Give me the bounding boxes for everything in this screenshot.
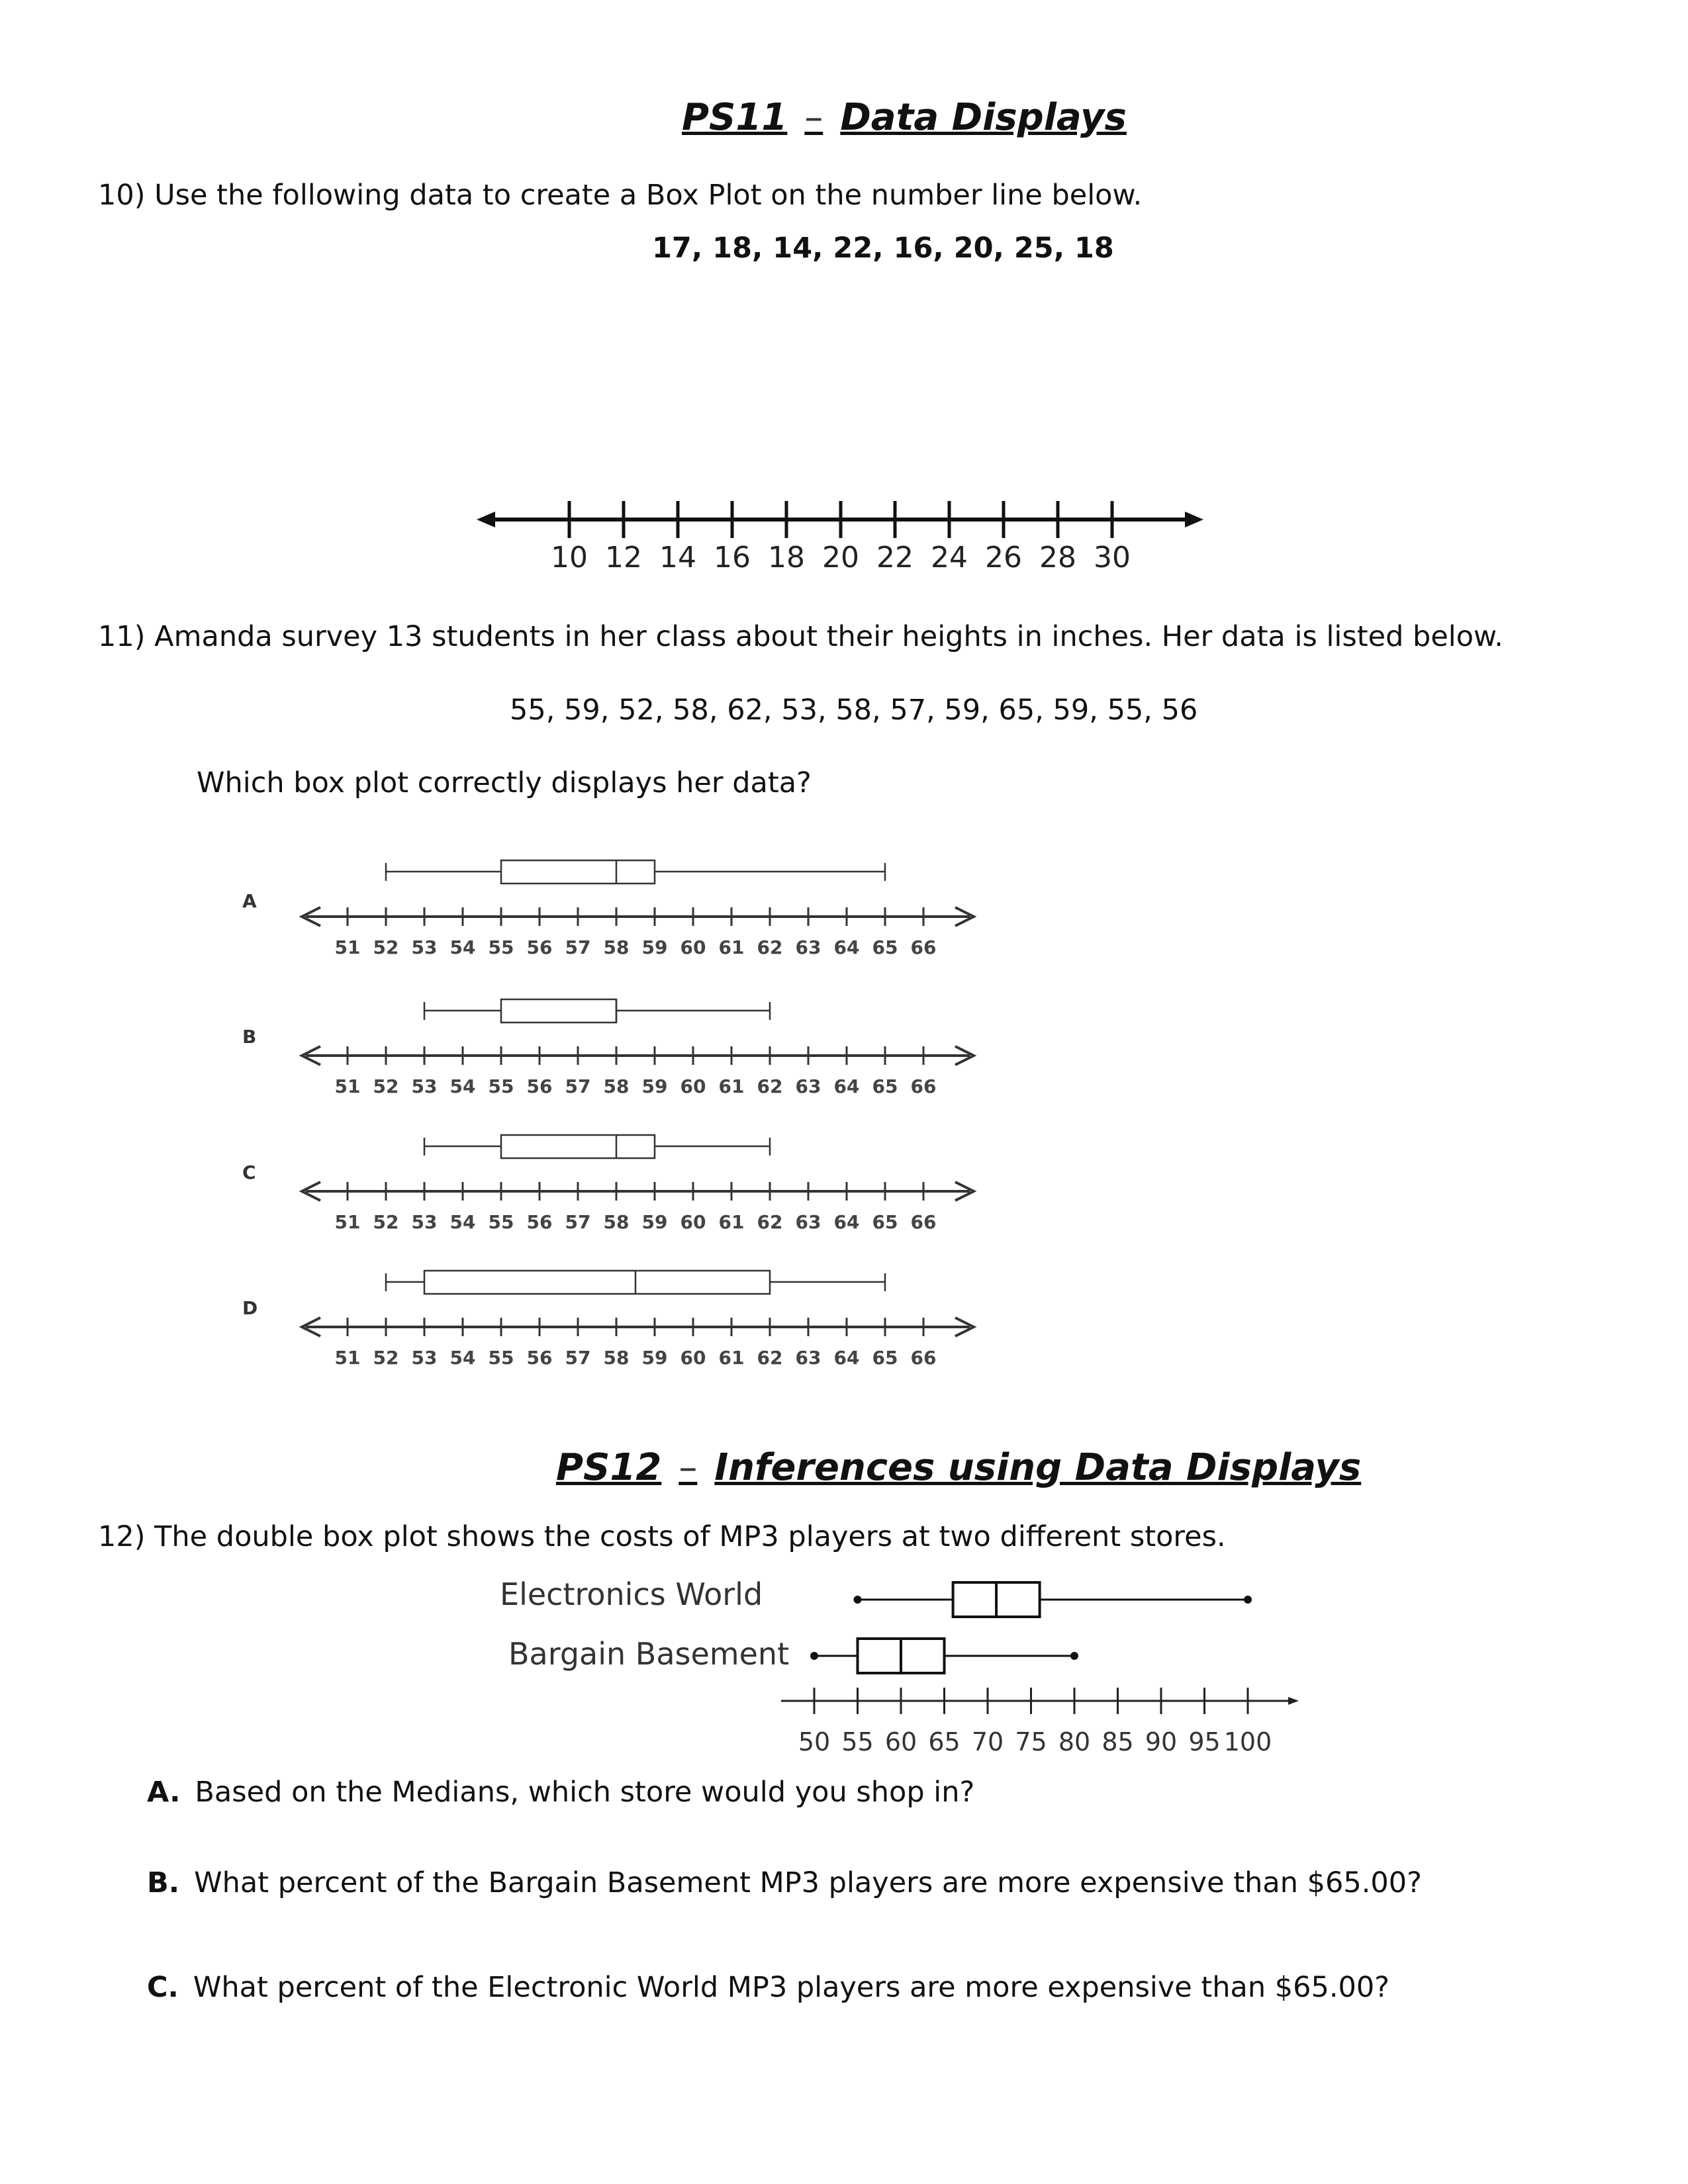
q10-tick-label: 26 — [985, 541, 1022, 572]
q10-number-line — [477, 486, 1205, 572]
axis-tick-label: 65 — [872, 1347, 898, 1369]
axis-tick-label: 52 — [373, 1075, 399, 1097]
axis-tick-label: 63 — [795, 1347, 821, 1369]
q12-tick-label: 85 — [1102, 1727, 1134, 1756]
axis-tick-label: 55 — [488, 1347, 514, 1369]
ps11-title — [682, 96, 1127, 139]
q11-prompt: 11) Amanda survey 13 students in her class about their heights in inches. Her data is listed below. — [98, 620, 1503, 653]
axis-tick-label: 62 — [757, 936, 783, 958]
q12-part-b — [147, 1866, 1422, 1899]
ps12-title — [556, 1446, 1361, 1489]
axis-tick-label: 56 — [526, 1347, 553, 1369]
axis-tick-label: 52 — [373, 936, 399, 958]
q10-tick-label: 12 — [605, 541, 642, 572]
q12-axis-arrow — [1288, 1697, 1299, 1705]
q12-prompt: 12) The double box plot shows the costs of MP3 players at two different stores. — [98, 1520, 1226, 1553]
q10-right-arrow — [1185, 512, 1203, 527]
q11-data: 55, 59, 52, 58, 62, 53, 58, 57, 59, 65, 59, 55, 56 — [510, 694, 1198, 727]
axis-tick-label: 64 — [833, 1075, 860, 1097]
axis-tick-label: 55 — [488, 1211, 514, 1233]
axis-tick-label: 57 — [565, 1075, 591, 1097]
part-c-letter: C. — [147, 1971, 179, 2004]
part-b-letter: B. — [147, 1866, 180, 1899]
choice-box-plot-a[interactable] — [298, 844, 1000, 963]
axis-tick-label: 66 — [910, 1347, 937, 1369]
axis-tick-label: 57 — [565, 1211, 591, 1233]
choice-letter-c: C — [242, 1161, 256, 1183]
axis-tick-label: 61 — [718, 1075, 745, 1097]
iqr-box — [501, 1135, 655, 1158]
axis-tick-label: 59 — [641, 1211, 668, 1233]
ps11-name: Data Displays — [840, 96, 1127, 139]
q12-tick-label: 50 — [798, 1727, 831, 1756]
axis-tick-label: 64 — [833, 1347, 860, 1369]
axis-tick-label: 60 — [680, 1211, 706, 1233]
axis-tick-label: 63 — [795, 1075, 821, 1097]
axis-tick-label: 56 — [526, 936, 553, 958]
axis-tick-label: 56 — [526, 1211, 553, 1233]
axis-tick-label: 63 — [795, 936, 821, 958]
axis-tick-label: 51 — [334, 1347, 361, 1369]
q12-part-a — [147, 1776, 974, 1809]
choice-letter-b: B — [242, 1026, 257, 1048]
axis-tick-label: 61 — [718, 1347, 745, 1369]
axis-tick-label: 58 — [603, 1075, 630, 1097]
q10-prompt: 10) Use the following data to create a Box Plot on the number line below. — [98, 179, 1143, 212]
axis-tick-label: 51 — [334, 1211, 361, 1233]
axis-tick-label: 54 — [449, 1347, 476, 1369]
q12-tick-label: 90 — [1145, 1727, 1178, 1756]
iqr-box — [501, 999, 616, 1023]
axis-tick-label: 53 — [411, 1211, 438, 1233]
q10-data: 17, 18, 14, 22, 16, 20, 25, 18 — [652, 232, 1114, 265]
axis-tick-label: 61 — [718, 936, 745, 958]
axis-tick-label: 65 — [872, 1075, 898, 1097]
choice-box-plot-c[interactable] — [298, 1118, 1000, 1238]
axis-tick-label: 66 — [910, 1211, 937, 1233]
axis-tick-label: 59 — [641, 1347, 668, 1369]
axis-tick-label: 63 — [795, 1211, 821, 1233]
store2-label: Bargain Basement — [508, 1636, 790, 1672]
axis-tick-label: 60 — [680, 1347, 706, 1369]
axis-tick-label: 53 — [411, 936, 438, 958]
q10-tick-label: 18 — [768, 541, 805, 572]
q12-tick-label: 75 — [1015, 1727, 1047, 1756]
ps11-code: PS11 — [682, 96, 788, 139]
q12-tick-label: 70 — [971, 1727, 1004, 1756]
choice-letter-d: D — [242, 1297, 258, 1319]
axis-tick-label: 59 — [641, 936, 668, 958]
q10-tick-label: 14 — [659, 541, 696, 572]
axis-tick-label: 62 — [757, 1075, 783, 1097]
q10-tick-label: 10 — [551, 541, 588, 572]
store1-label: Electronics World — [500, 1576, 763, 1612]
axis-tick-label: 53 — [411, 1075, 438, 1097]
q10-left-arrow — [477, 512, 495, 527]
q10-tick-label: 24 — [931, 541, 968, 572]
axis-tick-label: 54 — [449, 936, 476, 958]
iqr-box — [501, 860, 655, 884]
part-c-text: What percent of the Electronic World MP3 players are more expensive than $65.00? — [193, 1971, 1390, 2004]
q10-tick-label: 30 — [1094, 541, 1131, 572]
axis-tick-label: 60 — [680, 1075, 706, 1097]
choice-box-plot-d[interactable] — [298, 1254, 1000, 1373]
q10-tick-label: 28 — [1039, 541, 1076, 572]
axis-tick-label: 51 — [334, 1075, 361, 1097]
axis-tick-label: 53 — [411, 1347, 438, 1369]
q12-double-box-plot — [781, 1569, 1311, 1767]
axis-tick-label: 52 — [373, 1211, 399, 1233]
ps12-dash: – — [679, 1446, 698, 1489]
axis-tick-label: 60 — [680, 936, 706, 958]
q12-tick-label: 60 — [884, 1727, 917, 1756]
axis-tick-label: 56 — [526, 1075, 553, 1097]
axis-tick-label: 64 — [833, 936, 860, 958]
axis-tick-label: 66 — [910, 936, 937, 958]
q10-tick-label: 16 — [714, 541, 751, 572]
part-a-text: Based on the Medians, which store would you shop in? — [195, 1776, 975, 1809]
axis-tick-label: 55 — [488, 936, 514, 958]
axis-tick-label: 65 — [872, 1211, 898, 1233]
q12-tick-label: 100 — [1223, 1727, 1272, 1756]
axis-tick-label: 66 — [910, 1075, 937, 1097]
q12-tick-label: 65 — [928, 1727, 961, 1756]
axis-tick-label: 58 — [603, 1211, 630, 1233]
axis-tick-label: 58 — [603, 936, 630, 958]
q11-question: Which box plot correctly displays her data? — [197, 766, 812, 799]
q10-tick-label: 20 — [822, 541, 859, 572]
axis-tick-label: 54 — [449, 1211, 476, 1233]
ps11-dash: – — [804, 96, 823, 139]
choice-box-plot-b[interactable] — [298, 983, 1000, 1102]
bargain-basement-min-dot — [810, 1652, 818, 1660]
axis-tick-label: 54 — [449, 1075, 476, 1097]
part-b-text: What percent of the Bargain Basement MP3 players are more expensive than $65.00? — [194, 1866, 1422, 1899]
q12-part-c — [147, 1971, 1389, 2004]
bargain-basement-max-dot — [1070, 1652, 1078, 1660]
axis-tick-label: 52 — [373, 1347, 399, 1369]
q12-tick-label: 80 — [1058, 1727, 1091, 1756]
ps12-code: PS12 — [556, 1446, 662, 1489]
axis-tick-label: 64 — [833, 1211, 860, 1233]
q10-tick-label: 22 — [876, 541, 914, 572]
axis-tick-label: 65 — [872, 936, 898, 958]
axis-tick-label: 57 — [565, 936, 591, 958]
axis-tick-label: 57 — [565, 1347, 591, 1369]
axis-tick-label: 51 — [334, 936, 361, 958]
axis-tick-label: 61 — [718, 1211, 745, 1233]
axis-tick-label: 58 — [603, 1347, 630, 1369]
axis-tick-label: 62 — [757, 1347, 783, 1369]
axis-tick-label: 59 — [641, 1075, 668, 1097]
axis-tick-label: 62 — [757, 1211, 783, 1233]
q12-tick-label: 95 — [1188, 1727, 1221, 1756]
part-a-letter: A. — [147, 1776, 181, 1809]
iqr-box — [424, 1271, 770, 1294]
electronics-world-max-dot — [1244, 1596, 1252, 1604]
electronics-world-min-dot — [854, 1596, 862, 1604]
ps12-name: Inferences using Data Displays — [714, 1446, 1362, 1489]
axis-tick-label: 55 — [488, 1075, 514, 1097]
choice-letter-a: A — [242, 890, 257, 912]
q12-tick-label: 55 — [841, 1727, 874, 1756]
